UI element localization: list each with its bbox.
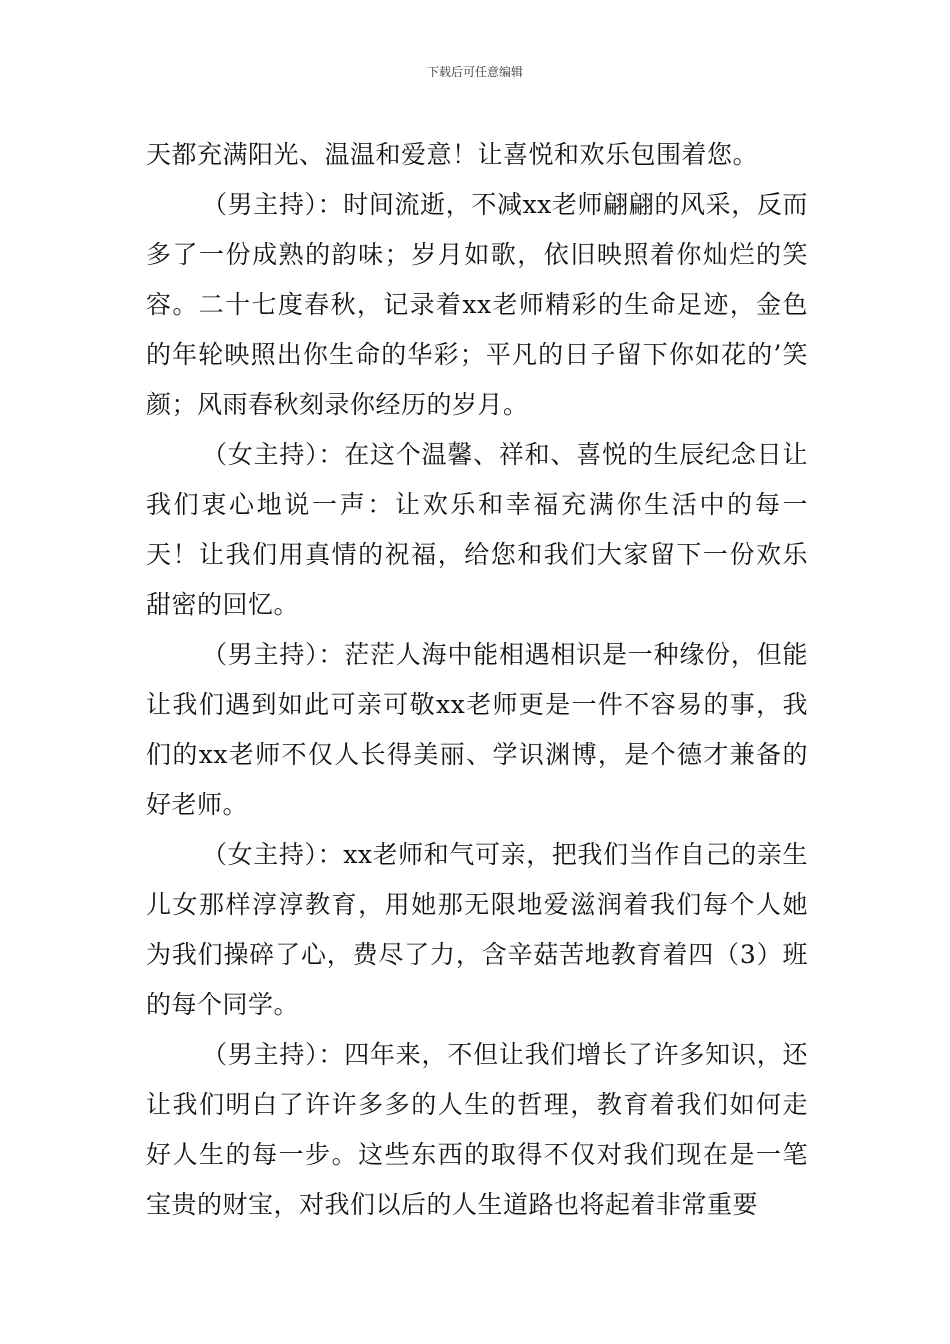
paragraph-continuation: 天都充满阳光、温温和爱意！让喜悦和欢乐包围着您。 (146, 140, 759, 169)
paragraph-female-host-1: （女主持）：在这个温馨、祥和、喜悦的生辰纪念日让我们衷心地说一声：让欢乐和幸福充满你生活中的每一天！让我们用真情的祝福，给您和我们大家留下一份欢乐甜密的回忆。 (146, 440, 808, 619)
page-header: 下载后可任意编辑 (426, 65, 523, 79)
paragraph-male-host-1: （男主持）：时间流逝，不减xx老师翩翩的风采，反而多了一份成熟的韵味；岁月如歌，依旧映照着你灿烂的笑容。二十七度春秋，记录着xx老师精彩的生命足迹，金色的年轮映照出你生命的华彩；平凡的日子留下你如花的’笑颜；风雨春秋刻录你经历的岁月。 (146, 190, 808, 419)
document-body (146, 130, 808, 1230)
paragraph-female-host-2: （女主持）：xx老师和气可亲，把我们当作自己的亲生儿女那样淳淳教育，用她那无限地爱滋润着我们每个人她为我们操碎了心，费尽了力，含辛菇苦地教育着四（3）班的每个同学。 (146, 840, 808, 1019)
paragraph-male-host-2: （男主持）：茫茫人海中能相遇相识是一种缘份，但能让我们遇到如此可亲可敬xx老师更是一件不容易的事，我们的xx老师不仅人长得美丽、学识渊博，是个德才兼备的好老师。 (146, 640, 808, 819)
paragraph-male-host-3: （男主持）：四年来，不但让我们增长了许多知识，还让我们明白了许许多多的人生的哲理，教育着我们如何走好人生的每一步。这些东西的取得不仅对我们现在是一笔宝贵的财宝，对我们以后的人生道路也将起着非常重要 (146, 1040, 808, 1219)
